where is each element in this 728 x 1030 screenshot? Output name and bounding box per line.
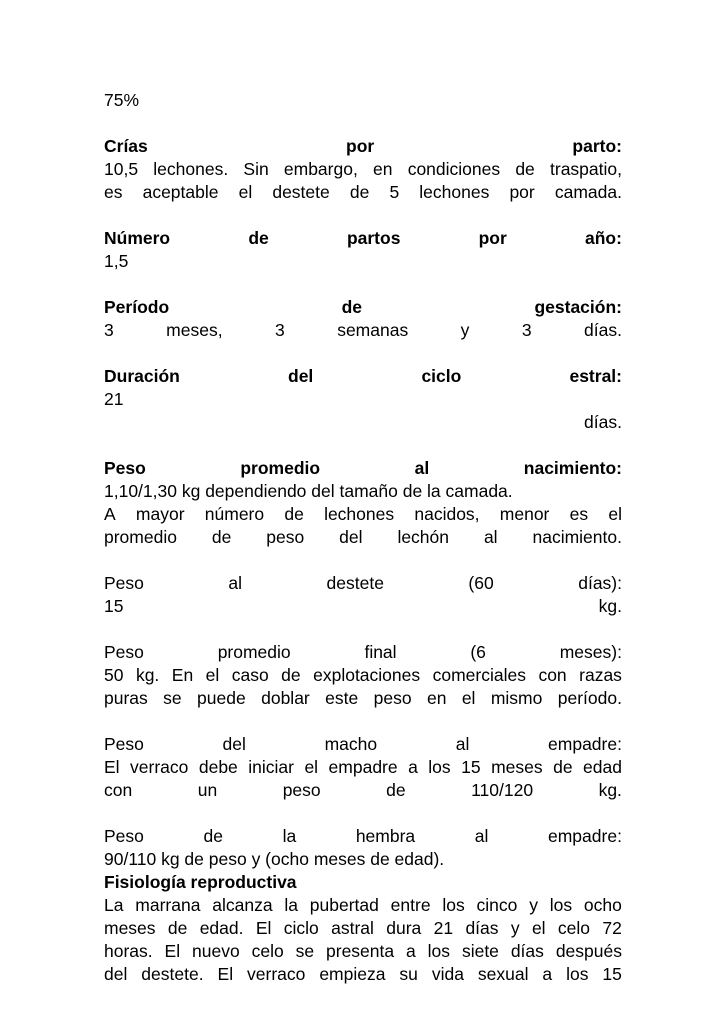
word: kg. [598,780,622,800]
paragraph-line [104,779,622,802]
word: presenta [326,941,395,961]
word: 3 [521,320,532,340]
word: del [339,527,363,547]
word: sexual [477,964,529,984]
word: el [304,757,319,777]
word: es [104,182,123,202]
section-heading [104,296,622,319]
word: período. [557,688,622,708]
word: cinco [476,895,518,915]
word: verraco [130,757,189,777]
word: condiciones [407,159,501,179]
heading-word: Peso [104,573,144,593]
word: peso [266,527,305,547]
word: empadre [328,757,398,777]
word: celo [557,918,591,938]
word: 5 [389,182,400,202]
spacer [104,710,622,733]
paragraph-line [104,319,622,342]
word: peso [373,688,412,708]
word: meses, [166,320,223,340]
word: y [460,320,470,340]
paragraph-line [104,917,622,940]
heading-word: parto: [572,136,622,156]
word: En [171,665,194,685]
word: de [349,182,370,202]
heading-word: del [288,366,314,386]
paragraph-line [104,894,622,917]
word: los [566,964,589,984]
spacer [104,112,622,135]
word: con [538,665,567,685]
heading-word: promedio [217,642,291,662]
word: siete [461,941,499,961]
word: y [529,895,538,915]
word: promedio [104,527,177,547]
word: camada. [554,182,622,202]
heading-word: promedio [240,458,321,478]
paragraph-line [104,181,622,204]
document-page [104,89,622,986]
word: kg. [135,665,160,685]
section-heading [104,365,622,388]
heading-word: macho [324,734,378,754]
word: por [509,182,535,202]
word: número [204,504,265,524]
word: A [104,504,116,524]
spacer [104,618,622,641]
section-destete [104,572,622,618]
word: se [295,941,315,961]
word: los [442,895,465,915]
heading-word: ciclo [421,366,462,386]
word: nacidos, [414,504,480,524]
word: ocho [583,895,622,915]
section-heading [104,227,622,250]
word: el [205,665,220,685]
word: celo [251,941,284,961]
heading-word: al [455,734,470,754]
word: traspatio, [550,159,622,179]
word: su [399,964,418,984]
word: lechones [419,182,490,202]
section-title: Fisiología reproductiva [104,872,297,892]
word: lechones. [153,159,229,179]
word: comerciales [432,665,526,685]
word: al [483,527,498,547]
heading-word: Peso [104,734,144,754]
word: días [510,941,544,961]
word: de [515,159,535,179]
word: a [406,941,416,961]
section-heading [104,733,622,756]
word: de [211,527,232,547]
heading-word: Período [104,297,170,317]
heading-word: (60 [468,573,494,593]
heading-word: por [346,136,375,156]
section-hembra [104,825,622,871]
paragraph-line [104,158,622,181]
section-nacimiento [104,457,622,549]
heading-word: hembra [355,826,416,846]
word: edad. [199,918,244,938]
heading-word: al [414,458,430,478]
word: de [281,665,301,685]
word: El [255,918,272,938]
spacer [104,342,622,365]
word: 3 [275,320,285,340]
value-word: 15 [104,596,124,616]
section-partos [104,227,622,273]
paragraph-line [104,526,622,549]
heading-word: Peso [104,642,144,662]
word: razas [579,665,622,685]
section-heading [104,457,622,480]
word: 21 [433,918,454,938]
section-gestacion [104,296,622,342]
paragraph-line [104,687,622,710]
paragraph-line: 21 [104,389,124,409]
heading-word: meses): [559,642,622,662]
heading-word: Crías [104,136,148,156]
word: nacimiento. [532,527,622,547]
word: debe [198,757,238,777]
word: horas. [104,941,153,961]
section-fisiologia [104,871,622,986]
word: el [238,182,253,202]
heading-word: de [203,826,223,846]
paragraph-line [104,756,622,779]
word: verraco [247,964,306,984]
word: doblar [261,688,310,708]
heading-word: partos [346,228,401,248]
word: de [553,757,573,777]
word: en [373,159,393,179]
heading-word: Peso [104,458,146,478]
word: entre [390,895,431,915]
word: ciclo [283,918,319,938]
heading-word: (6 [470,642,486,662]
paragraph-line [104,963,622,986]
word: un [197,780,218,800]
section-crias [104,135,622,204]
heading-word: al [474,826,489,846]
spacer [104,549,622,572]
word: destete [272,182,330,202]
paragraph-line: 1,10/1,30 kg dependiendo del tamaño de la camada. [104,481,513,501]
word: la [284,895,298,915]
word: astral [331,918,374,938]
word: del [104,964,128,984]
word: los [549,895,573,915]
section-final [104,641,622,710]
word: El [217,964,234,984]
section-heading [104,641,622,664]
paragraph-line [104,664,622,687]
paragraph-line [104,503,622,526]
word: El [104,757,120,777]
heading-word: la [282,826,297,846]
word: es [569,504,589,524]
word: pubertad [309,895,379,915]
word: 72 [602,918,622,938]
word: los [428,757,451,777]
word: con [104,780,133,800]
spacer [104,204,622,227]
word: empieza [319,964,386,984]
word: este [325,688,359,708]
heading-word: final [364,642,397,662]
heading-word: año: [585,228,622,248]
word: el [461,688,476,708]
value-word: kg. [598,596,622,616]
section-macho [104,733,622,802]
section-heading [104,135,622,158]
section-heading [104,825,622,848]
heading-word: Número [104,228,171,248]
word: vida [431,964,464,984]
word: el [608,504,622,524]
word: explotaciones [313,665,421,685]
word: menor [499,504,550,524]
heading-word: destete [326,573,384,593]
word: semanas [337,320,409,340]
word: 3 [104,320,114,340]
intro-value: 75% [104,90,140,110]
heading-word: nacimiento: [523,458,622,478]
word: alcanza [212,895,273,915]
word: meses [104,918,156,938]
word: en [426,688,447,708]
word: 50 [104,665,124,685]
spacer [104,802,622,825]
word: caso [231,665,269,685]
word: aceptable [142,182,219,202]
word: iniciar [248,757,294,777]
heading-word: días): [578,573,622,593]
word: nuevo [192,941,240,961]
word: se [163,688,182,708]
word: marrana [135,895,201,915]
paragraph-line: días. [584,412,622,432]
heading-word: empadre: [548,734,622,754]
word: de [386,780,406,800]
paragraph-line [104,940,622,963]
word: 110/120 [471,780,534,800]
word: de [284,504,304,524]
paragraph-line: 1,5 [104,251,129,271]
heading-word: gestación: [534,297,622,317]
section-estral [104,365,622,434]
section-heading [104,572,622,595]
word: 15 [461,757,481,777]
word: mismo [490,688,543,708]
word: después [555,941,622,961]
heading-word: empadre: [548,826,622,846]
word: lechón [397,527,450,547]
paragraph-line: 90/110 kg de peso y (ocho meses de edad). [104,849,445,869]
word: lechones [324,504,395,524]
spacer [104,273,622,296]
word: destete. [141,964,204,984]
word: dura [386,918,422,938]
heading-word: Duración [104,366,180,386]
word: puras [104,688,148,708]
heading-word: estral: [569,366,622,386]
heading-word: del [222,734,246,754]
word: 15 [602,964,622,984]
word: Sin [243,159,269,179]
heading-word: de [341,297,363,317]
word: los [427,941,451,961]
heading-word: por [478,228,507,248]
word: El [164,941,181,961]
word: puede [197,688,246,708]
word: meses [491,757,543,777]
word: días [465,918,499,938]
heading-word: de [248,228,269,248]
word: mayor [135,504,185,524]
word: y [510,918,520,938]
heading-word: al [228,573,243,593]
word: 10,5 [104,159,139,179]
word: edad [583,757,622,777]
word: el [531,918,546,938]
word: peso [282,780,321,800]
word: a [542,964,553,984]
heading-word: Peso [104,826,144,846]
word: La [104,895,124,915]
paragraph-line [104,595,622,618]
word: a [408,757,418,777]
word: de [167,918,188,938]
word: embargo, [283,159,358,179]
spacer [104,434,622,457]
word: días. [584,320,622,340]
